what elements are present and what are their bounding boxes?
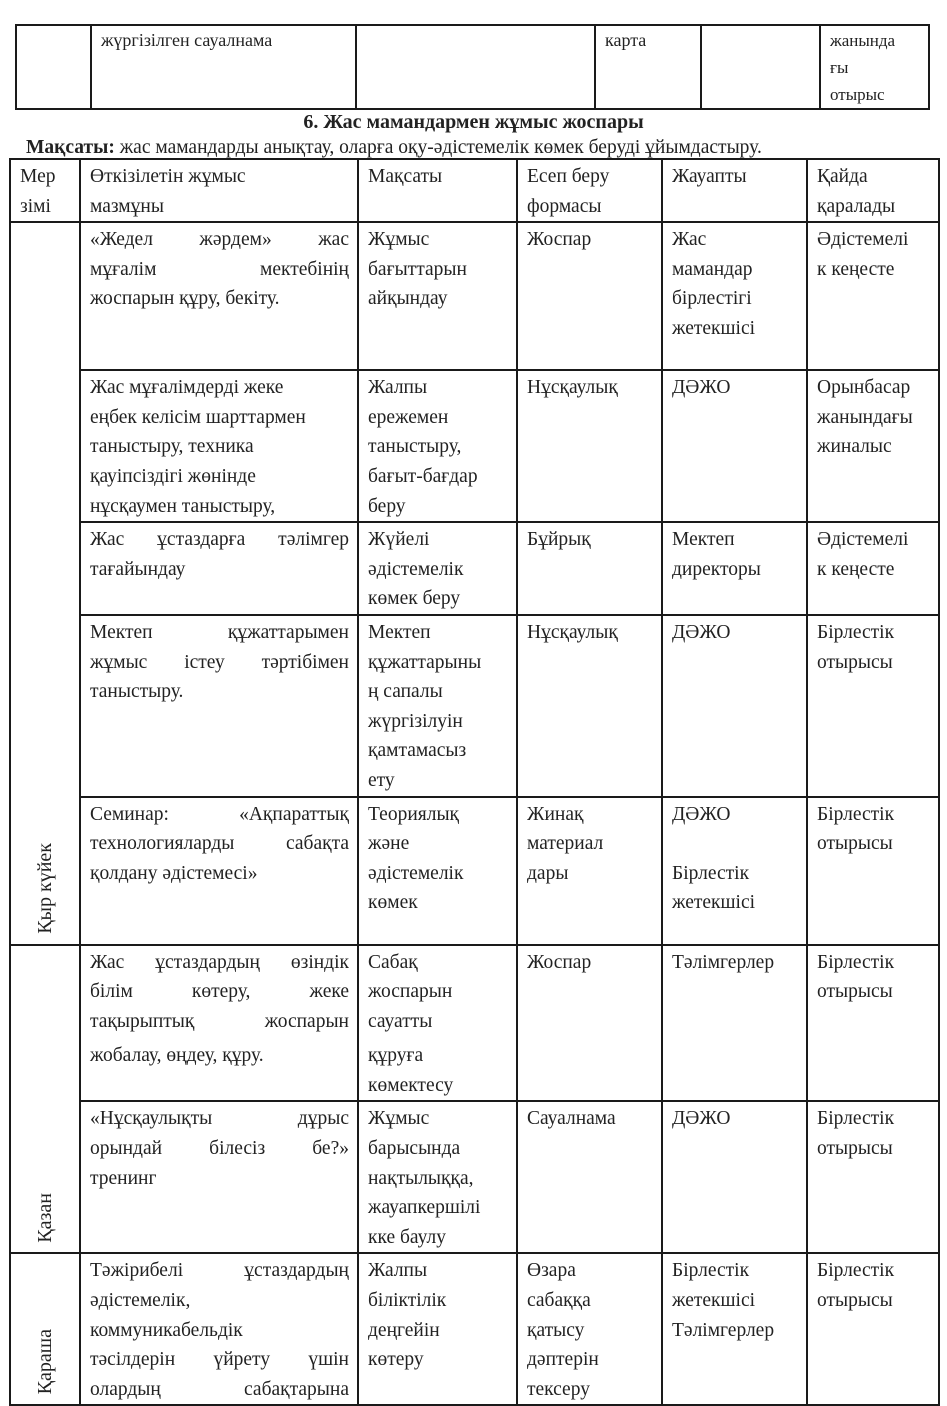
- cell-line: Бірлестік: [672, 862, 750, 884]
- cell-line: мұғалім мектебінің: [90, 258, 349, 280]
- cell-line: ғы: [830, 58, 849, 77]
- cell-line: отырыс: [830, 85, 885, 104]
- cell-line: ету: [368, 769, 395, 791]
- header-line: қаралады: [817, 195, 896, 217]
- header-purpose: [358, 159, 517, 222]
- cell-line: Теориялық: [368, 803, 460, 825]
- cell-line: Жас ұстаздарға тәлімгер: [90, 529, 349, 551]
- cell-gap: [672, 829, 798, 859]
- cell-line: нұсқаумен таныстыру,: [90, 495, 276, 517]
- cell-line: ДӘЖО: [672, 621, 731, 643]
- cell-line: Бірлестік: [817, 1260, 895, 1282]
- cell-line: Нұсқаулық: [527, 377, 618, 399]
- cell-line: к кеңесте: [817, 558, 895, 580]
- work-plan-table: [9, 158, 940, 1406]
- content-cell: [80, 615, 358, 797]
- cell-line: «Жедел жәрдем» жас: [90, 229, 349, 251]
- cell-line: орындай білесіз бе?»: [90, 1138, 349, 1160]
- cell-line: Бірлестік: [817, 1108, 895, 1130]
- section-title: 6. Жас мамандармен жұмыс жоспары: [303, 111, 644, 133]
- cell-line: біліктілік: [368, 1290, 447, 1312]
- responsible-cell: [662, 222, 807, 370]
- content-cell: [80, 1253, 358, 1405]
- content-cell: [80, 945, 358, 1102]
- cell-line: жауапкершілі: [368, 1197, 481, 1219]
- month-text: Қыр күйек: [34, 842, 56, 934]
- table-row: [10, 945, 939, 1102]
- cell-line: Нұсқаулық: [527, 621, 618, 643]
- cell-line: қолдану әдістемесі»: [90, 862, 258, 884]
- cell-line: Жоспар: [527, 229, 592, 251]
- where-cell: [807, 370, 939, 522]
- cell-line: әдістемелік: [368, 558, 464, 580]
- cell-line: сабаққа: [527, 1290, 591, 1312]
- where-cell: [807, 222, 939, 370]
- prev-cell-6: [820, 25, 929, 109]
- table-row: [10, 1101, 939, 1253]
- cell-line: бірлестігі: [672, 288, 752, 310]
- cell-line: отырысы: [817, 833, 893, 855]
- cell-line: сауатты: [368, 1010, 433, 1032]
- cell-line: көмектесу: [368, 1074, 454, 1096]
- month-label: [32, 1329, 58, 1394]
- cell-line: Бірлестік: [817, 803, 895, 825]
- table-row: [10, 222, 939, 370]
- report-cell: [517, 370, 662, 522]
- responsible-cell: [662, 1253, 807, 1405]
- cell-line: Сабақ: [368, 951, 418, 973]
- purpose-cell: [358, 945, 517, 1102]
- cell-line: Жас ұстаздардың өзіндік: [90, 951, 349, 973]
- report-cell: [517, 615, 662, 797]
- cell-line: Мектеп: [672, 529, 735, 551]
- cell-line: жанында: [830, 31, 896, 50]
- cell-line: Тәлімгерлер: [672, 951, 775, 973]
- cell-line: Жас: [672, 229, 707, 251]
- cell-line: таныстыру.: [90, 681, 184, 703]
- cell-line: тексеру: [527, 1378, 590, 1400]
- purpose-cell: [358, 797, 517, 945]
- cell-line: директоры: [672, 558, 761, 580]
- cell-line: Тәжірибелі ұстаздардың: [90, 1260, 349, 1282]
- cell-line: жетекшісі: [672, 1290, 756, 1312]
- cell-line: Жұмыс: [368, 229, 430, 251]
- cell-line: бағыттарын: [368, 258, 467, 280]
- where-cell: [807, 1101, 939, 1253]
- content-cell: [80, 797, 358, 945]
- header-term: [10, 159, 80, 222]
- table-row: [10, 370, 939, 522]
- cell-line: Мектеп: [368, 621, 431, 643]
- section-goal: [26, 136, 926, 160]
- cell-line: ДӘЖО: [672, 377, 731, 399]
- cell-line: олардың сабақтарына: [90, 1378, 349, 1400]
- goal-text: жас мамандарды анықтау, оларға оқу-әдістемелік көмек беруді ұйымдастыру.: [114, 137, 762, 158]
- previous-table-fragment: [15, 24, 930, 110]
- cell-line: айқындау: [368, 288, 448, 310]
- month-cell-november: [10, 1253, 80, 1405]
- month-text: Қараша: [34, 1329, 56, 1395]
- table-row: [10, 615, 939, 797]
- cell-line: әдістемелік,: [90, 1290, 191, 1312]
- header-content: [80, 159, 358, 222]
- responsible-cell: [662, 615, 807, 797]
- header-line: Мер: [20, 166, 56, 187]
- cell-line: қауіпсіздігі жөнінде: [90, 465, 256, 487]
- cell-line: көтеру: [368, 1349, 424, 1371]
- cell-line: Орынбасар: [817, 377, 911, 399]
- cell-line: құруға: [368, 1045, 424, 1067]
- report-cell: [517, 797, 662, 945]
- cell-line: жоспарын құру, бекіту.: [90, 288, 280, 310]
- cell-line: құжаттарыны: [368, 651, 482, 673]
- cell-line: отырысы: [817, 1138, 893, 1160]
- header-line: Өткізілетін жұмыс: [90, 166, 246, 187]
- cell-line: көмек беру: [368, 588, 461, 610]
- cell-line: дары: [527, 862, 569, 884]
- table-row: [10, 522, 939, 615]
- cell-line: жүргізілуін: [368, 710, 463, 732]
- header-line: Қайда: [817, 166, 868, 187]
- cell-line: жетекшісі: [672, 892, 756, 914]
- content-cell: [80, 370, 358, 522]
- cell-line: ң сапалы: [368, 681, 443, 703]
- cell-line: барысында: [368, 1138, 461, 1160]
- cell-line: Бұйрық: [527, 529, 591, 551]
- content-cell: [80, 522, 358, 615]
- cell-line: Жалпы: [368, 377, 428, 399]
- prev-cell-3: [356, 25, 595, 109]
- cell-line: жоспарын: [368, 981, 453, 1003]
- cell-line: технологияларды сабақта: [90, 833, 349, 855]
- month-label: [32, 1193, 58, 1243]
- cell-line: жанындағы: [817, 406, 913, 428]
- header-where: [807, 159, 939, 222]
- cell-line: ережемен: [368, 406, 449, 428]
- table-row: [16, 25, 929, 109]
- purpose-cell: [358, 615, 517, 797]
- purpose-cell: [358, 522, 517, 615]
- report-cell: [517, 945, 662, 1102]
- cell-line: таныстыру, техника: [90, 436, 254, 458]
- cell-line: жұмыс істеу тәртібімен: [90, 651, 349, 673]
- cell-line: Жалпы: [368, 1260, 428, 1282]
- prev-cell-2: жүргізілген сауалнама: [91, 25, 356, 109]
- cell-line: көмек: [368, 892, 418, 914]
- purpose-cell: [358, 1101, 517, 1253]
- purpose-cell: [358, 370, 517, 522]
- cell-line: Бірлестік: [817, 951, 895, 973]
- content-cell: [80, 1101, 358, 1253]
- month-cell-september: [10, 222, 80, 944]
- cell-line: әдістемелік: [368, 862, 464, 884]
- header-report-form: [517, 159, 662, 222]
- cell-line: тренинг: [90, 1167, 157, 1189]
- cell-line: нақтылыққа,: [368, 1167, 474, 1189]
- cell-line: тәсілдерін үйрету үшін: [90, 1349, 349, 1371]
- purpose-cell: [358, 222, 517, 370]
- content-cell: [80, 222, 358, 370]
- header-row: [10, 159, 939, 222]
- report-cell: [517, 522, 662, 615]
- cell-line: «Нұсқаулықты дұрыс: [90, 1108, 349, 1130]
- report-cell: [517, 222, 662, 370]
- cell-line: Бірлестік: [817, 621, 895, 643]
- purpose-cell: [358, 1253, 517, 1405]
- cell-line: Тәлімгерлер: [672, 1319, 775, 1341]
- cell-line: Жұмыс: [368, 1108, 430, 1130]
- responsible-cell: [662, 797, 807, 945]
- header-line: Мақсаты: [368, 166, 443, 187]
- cell-line: Жоспар: [527, 951, 592, 973]
- cell-line: дәптерін: [527, 1349, 599, 1371]
- cell-line: отырысы: [817, 651, 893, 673]
- cell-line: жетекшісі: [672, 317, 756, 339]
- where-cell: [807, 797, 939, 945]
- cell-line: деңгейін: [368, 1319, 440, 1341]
- cell-line: кке баулу: [368, 1226, 446, 1248]
- header-line: зімі: [20, 195, 51, 217]
- cell-line: бағыт-бағдар: [368, 465, 478, 487]
- report-cell: [517, 1253, 662, 1405]
- cell-line: материал: [527, 833, 604, 855]
- cell-line: Бірлестік: [672, 1260, 750, 1282]
- cell-line: жобалау, өңдеу, құру.: [90, 1045, 264, 1067]
- where-cell: [807, 522, 939, 615]
- month-label: [32, 843, 58, 934]
- table-row: [10, 1253, 939, 1405]
- cell-line: Семинар: «Ақпараттық: [90, 803, 349, 825]
- goal-label: Мақсаты:: [26, 137, 115, 158]
- responsible-cell: [662, 945, 807, 1102]
- cell-line: таныстыру,: [368, 436, 462, 458]
- cell-line: ДӘЖО: [672, 1108, 731, 1130]
- cell-line: қамтамасыз: [368, 740, 467, 762]
- month-text: Қазан: [34, 1192, 56, 1243]
- cell-line: ДӘЖО: [672, 803, 731, 825]
- report-cell: [517, 1101, 662, 1253]
- header-line: мазмұны: [90, 195, 164, 217]
- where-cell: [807, 615, 939, 797]
- where-cell: [807, 1253, 939, 1405]
- cell-line: тақырыптық жоспарын: [90, 1010, 349, 1032]
- month-cell-october: [10, 945, 80, 1254]
- cell-line: Жүйелі: [368, 529, 430, 551]
- cell-line: Әдістемелі: [817, 229, 909, 251]
- cell-line: білім көтеру, жеке: [90, 981, 349, 1003]
- cell-line: қатысу: [527, 1319, 585, 1341]
- responsible-cell: [662, 1101, 807, 1253]
- cell-line: беру: [368, 495, 406, 517]
- cell-line: Өзара: [527, 1260, 576, 1282]
- cell-line: к кеңесте: [817, 258, 895, 280]
- header-line: Жауапты: [672, 166, 747, 187]
- header-line: Есеп беру: [527, 166, 610, 187]
- cell-line: Сауалнама: [527, 1108, 616, 1130]
- cell-line: Жинақ: [527, 803, 584, 825]
- cell-line: Жас мұғалімдерді жеке: [90, 377, 284, 399]
- cell-line: тағайындау: [90, 558, 186, 580]
- header-responsible: [662, 159, 807, 222]
- cell-line: отырысы: [817, 981, 893, 1003]
- header-line: формасы: [527, 195, 602, 217]
- cell-line: жиналыс: [817, 436, 892, 458]
- responsible-cell: [662, 370, 807, 522]
- cell-line: еңбек келісім шарттармен: [90, 406, 306, 428]
- prev-cell-4: карта: [595, 25, 701, 109]
- responsible-cell: [662, 522, 807, 615]
- cell-line: отырысы: [817, 1290, 893, 1312]
- prev-cell-5: [701, 25, 820, 109]
- cell-line: мамандар: [672, 258, 753, 280]
- cell-line: және: [368, 833, 410, 855]
- where-cell: [807, 945, 939, 1102]
- cell-line: Әдістемелі: [817, 529, 909, 551]
- table-row: [10, 797, 939, 945]
- cell-line: Мектеп құжаттарымен: [90, 621, 349, 643]
- prev-cell-1: [16, 25, 91, 109]
- cell-line: коммуникабельдік: [90, 1319, 243, 1341]
